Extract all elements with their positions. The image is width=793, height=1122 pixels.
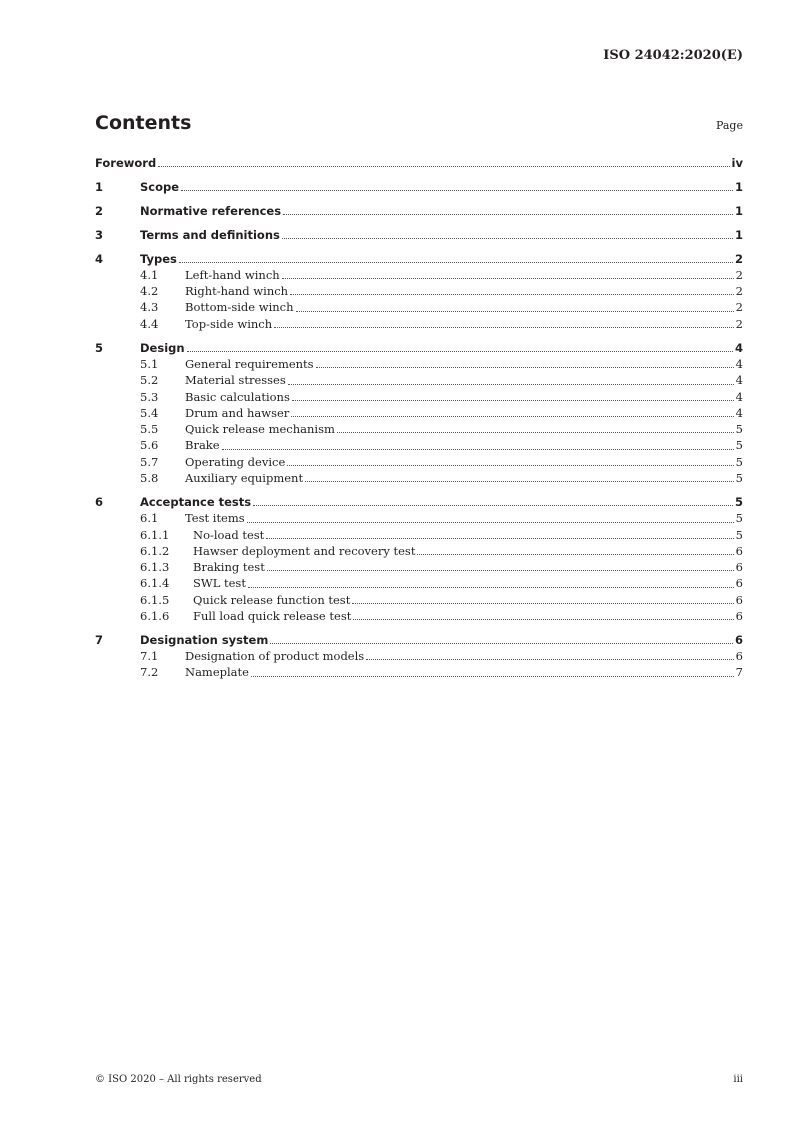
toc-entry-title: Quick release mechanism [185, 422, 335, 437]
toc-leader-dots [366, 658, 733, 660]
toc-entry-page: 1 [734, 227, 743, 242]
toc-entry-page: 6 [735, 592, 743, 607]
toc-leader-dots [266, 537, 733, 539]
toc-entry-number: 6.1.2 [140, 543, 170, 558]
toc-entry-title: Types [140, 251, 177, 266]
toc-entry-page: 5 [735, 438, 743, 453]
toc-entry-page: 6 [734, 632, 743, 647]
toc-entry-number: 5.5 [140, 422, 159, 437]
toc-entry-title: Terms and definitions [140, 227, 280, 242]
toc-leader-dots [179, 261, 733, 263]
toc-leader-dots [352, 602, 733, 604]
toc-leader-dots [290, 293, 734, 295]
toc-entry[interactable] [95, 592, 743, 608]
toc-leader-dots [337, 431, 734, 433]
toc-entry-number: 6.1 [140, 511, 159, 526]
page-column-label: Page [715, 119, 743, 132]
toc-leader-dots [296, 310, 734, 312]
toc-entry[interactable] [95, 405, 743, 421]
toc-leader-dots [353, 618, 733, 620]
toc-entry-title: Braking test [193, 560, 265, 575]
toc-entry-number: 5.1 [140, 356, 159, 371]
toc-entry-page: 6 [735, 649, 743, 664]
footer-page-number: iii [733, 1074, 743, 1085]
toc-entry-number: 5 [95, 340, 104, 355]
toc-entry-page: 4 [735, 405, 743, 420]
toc-entry-number: 2 [95, 203, 104, 218]
toc-entry-title: Scope [140, 179, 180, 194]
toc-entry-page: 4 [734, 340, 743, 355]
toc-entry-number: 6.1.3 [140, 560, 170, 575]
toc-leader-dots [270, 642, 733, 644]
toc-entry[interactable] [95, 437, 743, 453]
contents-heading: Contents [95, 112, 192, 134]
toc-entry-page: 2 [735, 316, 743, 331]
toc-entry-title: Normative references [140, 203, 282, 218]
toc-entry-page: 2 [735, 267, 743, 282]
toc-leader-dots [316, 366, 734, 368]
toc-entry[interactable] [95, 356, 743, 372]
toc-entry-title: Acceptance tests [140, 494, 252, 509]
toc-entry[interactable] [95, 155, 743, 171]
toc-entry-title: Basic calculations [185, 389, 290, 404]
toc-leader-dots [181, 189, 733, 191]
toc-leader-dots [247, 521, 734, 523]
toc-entry-page: 5 [735, 422, 743, 437]
toc-entry-number: 6.1.6 [140, 608, 170, 623]
toc-entry-number: 6.1.5 [140, 592, 170, 607]
toc-entry[interactable] [95, 179, 743, 195]
toc-leader-dots [158, 165, 729, 167]
toc-entry-title: Material stresses [185, 373, 286, 388]
toc-entry[interactable] [95, 203, 743, 219]
toc-entry[interactable] [95, 664, 743, 680]
toc-entry-number: 5.4 [140, 405, 159, 420]
toc-leader-dots [187, 350, 733, 352]
toc-entry[interactable] [95, 575, 743, 591]
toc-entry-title: Right-hand winch [185, 284, 289, 299]
toc-entry[interactable] [95, 372, 743, 388]
toc-entry-title: Left-hand winch [185, 267, 280, 282]
toc-leader-dots [248, 586, 734, 588]
document-id: ISO 24042:2020(E) [603, 48, 743, 63]
toc-leader-dots [222, 448, 734, 450]
toc-entry[interactable] [95, 251, 743, 267]
toc-leader-dots [283, 213, 733, 215]
toc-entry-title: No-load test [193, 527, 265, 542]
toc-entry[interactable] [95, 267, 743, 283]
toc-entry-page: 4 [735, 389, 743, 404]
toc-entry[interactable] [95, 283, 743, 299]
toc-entry-page: 2 [735, 284, 743, 299]
toc-entry-title: General requirements [185, 356, 314, 371]
toc-entry[interactable] [95, 389, 743, 405]
toc-entry-number: 4.3 [140, 300, 159, 315]
toc-leader-dots [287, 464, 733, 466]
toc-entry-number: 4.4 [140, 316, 159, 331]
toc-entry-number: 7.1 [140, 649, 159, 664]
toc-entry-page: 2 [734, 251, 743, 266]
toc-entry[interactable] [95, 510, 743, 526]
toc-entry-title: Top-side winch [185, 316, 273, 331]
toc-entry-number: 5.8 [140, 471, 159, 486]
toc-entry-number: 3 [95, 227, 104, 242]
toc-entry-title: Designation of product models [185, 649, 365, 664]
toc-entry-number: 1 [95, 179, 104, 194]
toc-entry-page: 2 [735, 300, 743, 315]
toc-entry-title: Design [140, 340, 185, 355]
toc-entry-page: 5 [735, 527, 743, 542]
toc-leader-dots [292, 399, 734, 401]
toc-entry-number: 4.1 [140, 267, 159, 282]
toc-entry[interactable] [95, 421, 743, 437]
toc-entry-number: 6 [95, 494, 104, 509]
toc-leader-dots [267, 569, 734, 571]
toc-leader-dots [274, 326, 734, 328]
toc-entry-number: 7 [95, 632, 104, 647]
toc-entry-page: 6 [735, 576, 743, 591]
toc-entry-number: 6.1.4 [140, 576, 170, 591]
toc-entry-page: 6 [735, 543, 743, 558]
toc-entry[interactable] [95, 470, 743, 486]
toc-entry-title: Brake [185, 438, 220, 453]
toc-entry-number: 6.1.1 [140, 527, 170, 542]
toc-entry[interactable] [95, 559, 743, 575]
toc-entry-number: 4.2 [140, 284, 159, 299]
toc-entry[interactable] [95, 527, 743, 543]
toc-entry-title: Designation system [140, 632, 269, 647]
toc-entry-page: 5 [735, 511, 743, 526]
toc-entry-title: Full load quick release test [193, 608, 352, 623]
toc-entry-number: 5.3 [140, 389, 159, 404]
toc-leader-dots [417, 553, 733, 555]
toc-entry-page: 6 [735, 560, 743, 575]
toc-entry[interactable] [95, 340, 743, 356]
toc-entry-title: Auxiliary equipment [185, 471, 304, 486]
toc-entry-page: 1 [734, 179, 743, 194]
toc-entry-page: 5 [734, 494, 743, 509]
toc-leader-dots [288, 383, 734, 385]
toc-entry-page: iv [731, 156, 743, 170]
toc-entry-page: 5 [735, 454, 743, 469]
toc-entry[interactable] [95, 608, 743, 624]
toc-leader-dots [305, 480, 734, 482]
toc-entry-page: 1 [734, 203, 743, 218]
table-of-contents [95, 155, 743, 681]
toc-entry[interactable] [95, 227, 743, 243]
toc-leader-dots [251, 675, 734, 677]
toc-entry-number: 5.7 [140, 454, 159, 469]
toc-entry[interactable] [95, 543, 743, 559]
toc-entry-page: 4 [735, 373, 743, 388]
toc-entry-number: 5.6 [140, 438, 159, 453]
toc-entry[interactable] [95, 494, 743, 510]
toc-entry-number: 5.2 [140, 373, 159, 388]
toc-entry[interactable] [95, 632, 743, 648]
toc-entry-number: 7.2 [140, 665, 159, 680]
toc-leader-dots [282, 237, 733, 239]
toc-entry[interactable] [95, 648, 743, 664]
toc-entry-title: Bottom-side winch [185, 300, 294, 315]
toc-entry-title: Test items [185, 511, 245, 526]
toc-leader-dots [253, 504, 733, 506]
toc-entry-page: 7 [735, 665, 743, 680]
toc-entry-page: 4 [735, 356, 743, 371]
toc-entry-title: SWL test [193, 576, 246, 591]
toc-entry-page: 6 [735, 608, 743, 623]
toc-entry-title: Drum and hawser [185, 405, 290, 420]
toc-leader-dots [291, 415, 733, 417]
toc-leader-dots [282, 277, 734, 279]
toc-entry-page: 5 [735, 471, 743, 486]
toc-entry-number: 4 [95, 251, 104, 266]
toc-entry-title: Hawser deployment and recovery test [193, 543, 416, 558]
toc-entry[interactable] [95, 299, 743, 315]
toc-entry-title: Quick release function test [193, 592, 351, 607]
footer-copyright: © ISO 2020 – All rights reserved [95, 1074, 262, 1085]
toc-entry[interactable] [95, 454, 743, 470]
toc-entry-title: Operating device [185, 454, 286, 469]
toc-entry-title: Nameplate [185, 665, 249, 680]
toc-entry-title: Foreword [95, 156, 157, 170]
toc-entry[interactable] [95, 316, 743, 332]
